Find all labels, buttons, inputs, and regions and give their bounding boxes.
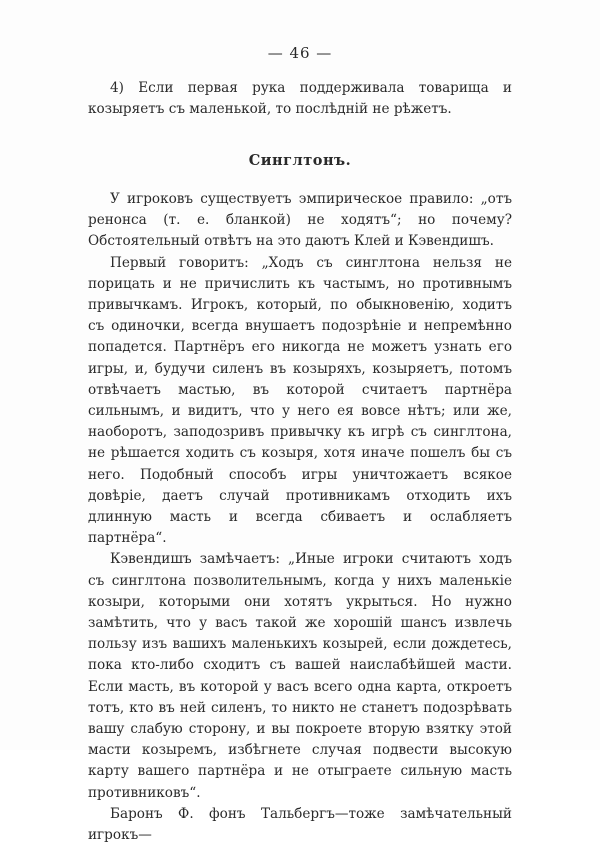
page-number: — 46 — bbox=[267, 44, 333, 62]
paragraph-1: У игроковъ существуетъ эмпирическое правило: „отъ ренонса (т. е. бланкой) не ходятъ“; но почему? Обстоятельный отвѣтъ на это даютъ Клей и Кэвендишъ. bbox=[88, 191, 512, 250]
paragraph-2: Первый говоритъ: „Ходъ съ синглтона нельзя не порицать и не причислить къ частымъ, но противнымъ привычкамъ. Игрокъ, который, по обыкновенію, ходитъ съ одиночки, всегда внушаетъ подозрѣніе и непремѣнно попадется. Партнёръ его никогда не можетъ узнать его игры, и, будучи силенъ въ козыряхъ, козыряетъ, потомъ отвѣчаетъ мастью, въ которой считаетъ партнёра сильнымъ, и видитъ, что у него ея вовсе нѣтъ; или же, наоборотъ, заподозривъ привычку къ игрѣ съ синглтона, не рѣшается ходить съ козыря, хотя иначе пошелъ бы съ него. Подобный способъ игры уничтожаетъ всякое довѣріе, даетъ случай противникамъ отходить ихъ длинную масть и всегда сбиваетъ и ослабляетъ партнёра“. bbox=[88, 254, 512, 547]
paragraph-4: Баронъ Ф. фонъ Тальбергъ—тоже замѣчательный игрокъ— bbox=[88, 805, 512, 844]
intro-block bbox=[88, 78, 512, 120]
paragraph-3: Кэвендишъ замѣчаетъ: „Иные игроки считаютъ ходъ съ синглтона позволительнымъ, когда у нихъ маленькіе козыри, которыми они хотятъ укрыться. Но нужно замѣтить, что у васъ такой же хорошій шансъ извлечь пользу изъ вашихъ маленькихъ козырей, если дождетесь, пока кто-либо сходитъ съ вашей наислабѣйшей масти. Если масть, въ которой у васъ всего одна карта, откроетъ тотъ, кто въ ней силенъ, то никто не станетъ подозрѣвать вашу слабую сторону, и вы покроете вторую взятку этой масти козыремъ, избѣгнете случая подвести высокую карту вашего партнёра и не отыграете сильную масть противниковъ“. bbox=[88, 551, 512, 801]
intro-paragraph: 4) Если первая рука поддерживала товарища и козыряетъ съ маленькой, то послѣдній не рѣжетъ. bbox=[88, 80, 512, 118]
section-title: Синглтонъ. bbox=[248, 152, 352, 169]
section-body bbox=[88, 189, 512, 846]
